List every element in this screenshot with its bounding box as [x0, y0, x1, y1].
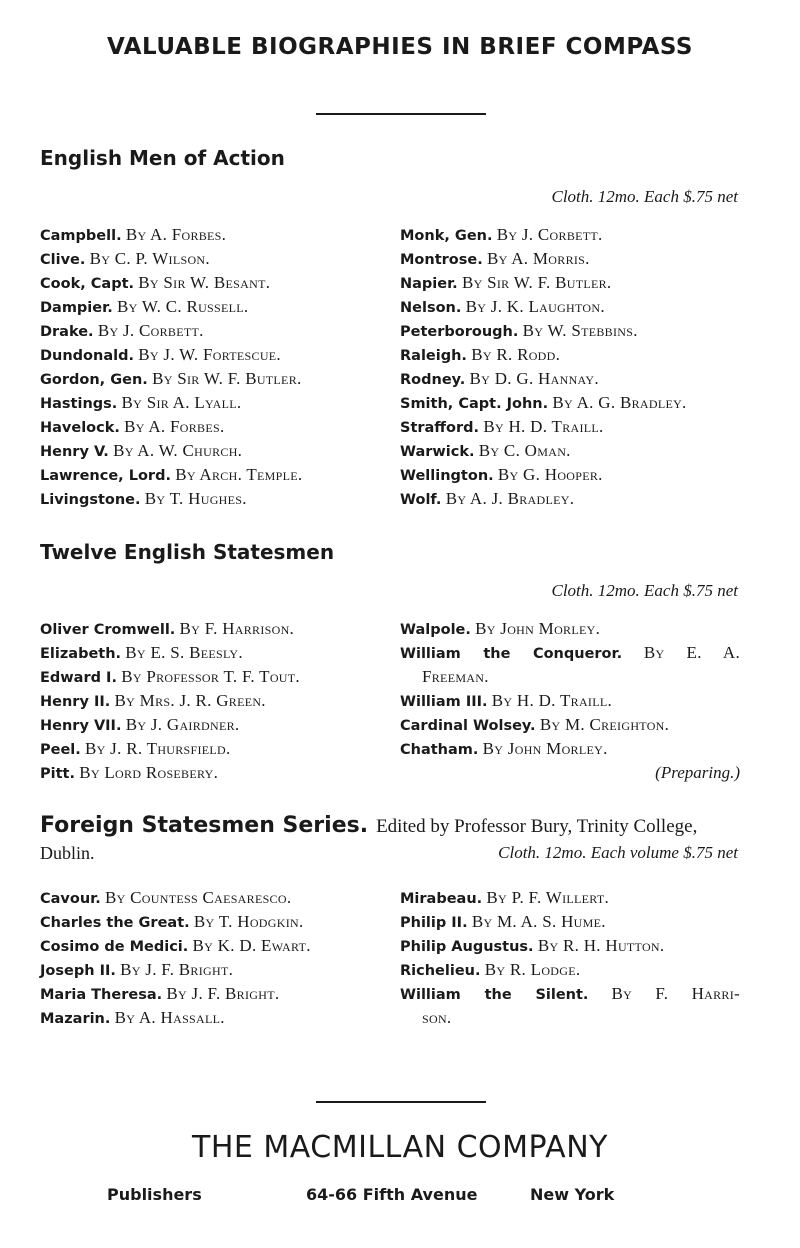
- subject-name: Elizabeth.: [40, 646, 122, 662]
- author: By Sir A. Lyall.: [121, 393, 242, 412]
- list-item: [40, 439, 380, 463]
- subject-name: Montrose.: [400, 252, 483, 268]
- subject-name: Wellington.: [400, 468, 494, 484]
- author: By R. Lodge.: [484, 960, 581, 979]
- section-title-foreign: [40, 813, 697, 838]
- author: By P. F. Willert.: [486, 888, 610, 907]
- author: By T. Hodgkin.: [193, 912, 304, 931]
- author: By J. Gairdner.: [125, 715, 240, 734]
- subject-name: Drake.: [40, 324, 94, 340]
- subject-name: Monk, Gen.: [400, 228, 493, 244]
- subject-name: Peel.: [40, 742, 81, 758]
- subject-name: Cosimo de Medici.: [40, 939, 189, 955]
- subject-name: Campbell.: [40, 228, 122, 244]
- list-item: [40, 982, 380, 1006]
- list-item: [400, 319, 740, 343]
- author: By K. D. Ewart.: [192, 936, 311, 955]
- author: By A. Forbes.: [125, 225, 227, 244]
- list-item: [40, 665, 380, 689]
- author: By G. Hooper.: [497, 465, 603, 484]
- author: By T. Hughes.: [144, 489, 247, 508]
- author: By W. Stebbins.: [522, 321, 638, 340]
- author: By M. Creighton.: [539, 715, 670, 734]
- subject-name: Peterborough.: [400, 324, 519, 340]
- subject-name: Cardinal Wolsey.: [400, 718, 536, 734]
- statesmen-left-list: [40, 617, 380, 785]
- author: By Professor T. F. Tout.: [121, 667, 300, 686]
- list-item: [40, 713, 380, 737]
- top-divider: [316, 113, 486, 115]
- list-item: [400, 367, 740, 391]
- list-item: [40, 761, 380, 785]
- subject-name: Livingstone.: [40, 492, 141, 508]
- list-item: [40, 737, 380, 761]
- author: By J. Corbett.: [496, 225, 603, 244]
- list-item: [400, 761, 740, 785]
- list-item: [400, 463, 740, 487]
- list-item: [400, 910, 740, 934]
- author: By A. Forbes.: [124, 417, 225, 436]
- subject-name: Dampier.: [40, 300, 113, 316]
- list-item: [400, 295, 740, 319]
- subject-name: Warwick.: [400, 444, 475, 460]
- list-item: [400, 415, 740, 439]
- subject-name: Henry VII.: [40, 718, 122, 734]
- subject-name: Chatham.: [400, 742, 479, 758]
- subject-name: William the Conqueror.: [400, 646, 623, 662]
- author: By H. D. Traill.: [483, 417, 604, 436]
- list-item: [40, 934, 380, 958]
- list-item: [400, 665, 740, 689]
- subject-name: Philip Augustus.: [400, 939, 534, 955]
- author: By F. Harri-: [611, 984, 740, 1003]
- list-item: [40, 271, 380, 295]
- subject-name: Strafford.: [400, 420, 480, 436]
- subject-name: Joseph II.: [40, 963, 116, 979]
- list-item: [400, 223, 740, 247]
- list-item: [40, 910, 380, 934]
- list-item: [400, 247, 740, 271]
- subject-name: Cavour.: [40, 891, 101, 907]
- publisher-address-line: [0, 1185, 800, 1209]
- subject-name: Nelson.: [400, 300, 462, 316]
- author: By R. Rodd.: [471, 345, 561, 364]
- list-item: [400, 343, 740, 367]
- list-item: [400, 439, 740, 463]
- list-item: [40, 886, 380, 910]
- publisher-role: Publishers: [107, 1185, 202, 1204]
- author: By J. K. Laughton.: [465, 297, 605, 316]
- list-item: [400, 958, 740, 982]
- list-item: [400, 934, 740, 958]
- foreign-editor-note: Edited by Professor Bury, Trinity College,: [376, 816, 698, 837]
- publisher-city: New York: [530, 1185, 615, 1204]
- author: By C. P. Wilson.: [89, 249, 210, 268]
- author: By J. Corbett.: [97, 321, 204, 340]
- subject-name: Walpole.: [400, 622, 471, 638]
- subject-name: Lawrence, Lord.: [40, 468, 171, 484]
- author: By E. A.: [643, 643, 740, 662]
- author: By W. C. Russell.: [116, 297, 249, 316]
- subject-name: Edward I.: [40, 670, 117, 686]
- list-item: [400, 641, 740, 665]
- subject-name: Maria Theresa.: [40, 987, 163, 1003]
- author: By A. J. Bradley.: [445, 489, 575, 508]
- list-item: [40, 223, 380, 247]
- author: By Sir W. Besant.: [138, 273, 271, 292]
- section-title-statesmen: Twelve English Statesmen: [40, 540, 335, 564]
- bottom-divider: [316, 1101, 486, 1103]
- english-men-left-list: [40, 223, 380, 511]
- author: By J. F. Bright.: [166, 984, 280, 1003]
- subject-name: Richelieu.: [400, 963, 481, 979]
- author: By E. S. Beesly.: [125, 643, 243, 662]
- subject-name: Cook, Capt.: [40, 276, 135, 292]
- subject-name: Henry II.: [40, 694, 111, 710]
- english-men-right-list: [400, 223, 740, 511]
- author: By A. W. Church.: [113, 441, 243, 460]
- subject-name: Clive.: [40, 252, 86, 268]
- author: By Arch. Temple.: [175, 465, 303, 484]
- subject-name: Mazarin.: [40, 1011, 111, 1027]
- price-english-men: Cloth. 12mo. Each $.75 net: [551, 187, 738, 206]
- list-item: [400, 391, 740, 415]
- subject-name: Mirabeau.: [400, 891, 483, 907]
- subject-name: Pitt.: [40, 766, 75, 782]
- author: By A. Hassall.: [114, 1008, 225, 1027]
- section-title-english-men: English Men of Action: [40, 146, 285, 170]
- price-foreign: Cloth. 12mo. Each volume $.75 net: [498, 843, 738, 862]
- subject-name: Raleigh.: [400, 348, 467, 364]
- author: By J. F. Bright.: [120, 960, 234, 979]
- author: By D. G. Hannay.: [469, 369, 599, 388]
- author: By F. Harrison.: [179, 619, 295, 638]
- subject-name: Dundonald.: [40, 348, 134, 364]
- subject-name: William III.: [400, 694, 488, 710]
- publisher-address: 64-66 Fifth Avenue: [306, 1185, 478, 1204]
- list-item: [40, 487, 380, 511]
- price-statesmen: Cloth. 12mo. Each $.75 net: [551, 581, 738, 600]
- author: By A. G. Bradley.: [552, 393, 687, 412]
- subject-name: Wolf.: [400, 492, 442, 508]
- foreign-series-title: Foreign Statesmen Series.: [40, 813, 369, 838]
- list-item: [400, 982, 740, 1006]
- author: By H. D. Traill.: [491, 691, 613, 710]
- list-item: [40, 247, 380, 271]
- author: By Countess Caesaresco.: [105, 888, 292, 907]
- list-item: [40, 617, 380, 641]
- publisher-name: THE MACMILLAN COMPANY: [192, 1130, 608, 1165]
- list-item: [400, 886, 740, 910]
- list-item: [40, 319, 380, 343]
- author: By Mrs. J. R. Green.: [114, 691, 266, 710]
- author: By A. Morris.: [486, 249, 590, 268]
- page-title: VALUABLE BIOGRAPHIES IN BRIEF COMPASS: [106, 34, 694, 60]
- list-item: [400, 271, 740, 295]
- author: By C. Oman.: [478, 441, 571, 460]
- subject-name: Henry V.: [40, 444, 109, 460]
- author: By R. H. Hutton.: [537, 936, 665, 955]
- list-item: [40, 463, 380, 487]
- author: By J. W. Fortescue.: [138, 345, 281, 364]
- list-item: [400, 713, 740, 737]
- list-item: [40, 415, 380, 439]
- list-item: [40, 343, 380, 367]
- author: By J. R. Thursfield.: [85, 739, 231, 758]
- author: By John Morley.: [482, 739, 608, 758]
- statesmen-right-list: [400, 617, 740, 785]
- list-item: [400, 1006, 740, 1030]
- list-item: [400, 689, 740, 713]
- subject-name: Charles the Great.: [40, 915, 190, 931]
- subject-name: Smith, Capt. John.: [400, 396, 549, 412]
- foreign-editor-place: Dublin.: [40, 843, 95, 863]
- author: By M. A. S. Hume.: [471, 912, 606, 931]
- subject-name: Oliver Cromwell.: [40, 622, 176, 638]
- list-item: [40, 391, 380, 415]
- list-item: [40, 958, 380, 982]
- list-item: [400, 487, 740, 511]
- subject-name: Hastings.: [40, 396, 118, 412]
- subject-name: William the Silent.: [400, 987, 589, 1003]
- subject-name: Rodney.: [400, 372, 466, 388]
- subject-name: Philip II.: [400, 915, 468, 931]
- author: By Sir W. F. Butler.: [461, 273, 612, 292]
- subject-name: Napier.: [400, 276, 458, 292]
- list-item: [40, 1006, 380, 1030]
- subject-name: Gordon, Gen.: [40, 372, 148, 388]
- list-item: [40, 641, 380, 665]
- foreign-left-list: [40, 886, 380, 1030]
- author: By Lord Rosebery.: [79, 763, 219, 782]
- author: By John Morley.: [475, 619, 601, 638]
- author: By Sir W. F. Butler.: [152, 369, 302, 388]
- foreign-right-list: [400, 886, 740, 1030]
- subject-name: Havelock.: [40, 420, 120, 436]
- list-item: [40, 367, 380, 391]
- list-item: [400, 617, 740, 641]
- list-item: [40, 689, 380, 713]
- list-item: [40, 295, 380, 319]
- author: (Preparing.): [655, 763, 740, 782]
- list-item: [400, 737, 740, 761]
- author: son.: [422, 1008, 452, 1027]
- author: Freeman.: [422, 667, 489, 686]
